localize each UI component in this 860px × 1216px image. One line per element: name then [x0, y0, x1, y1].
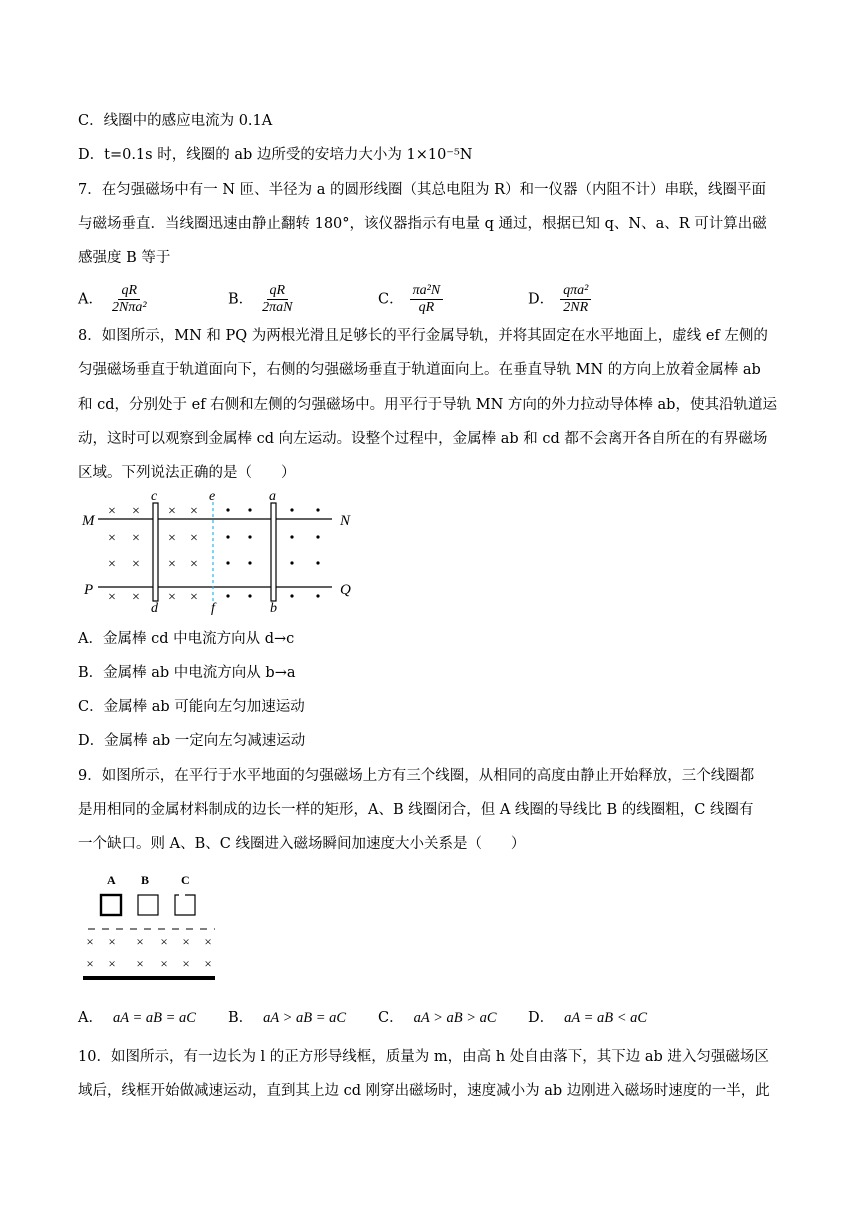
- q8-option-d: D．金属棒 ab 一定向左匀减速运动: [78, 733, 306, 749]
- q8-option-c: C．金属棒 ab 可能向左匀加速运动: [78, 699, 305, 715]
- cross-mark: ×: [132, 504, 140, 519]
- q9-option-b-math: aA > aB = aC: [263, 1010, 347, 1026]
- q7-text-line1: 7．在匀强磁场中有一 N 匝、半径为 a 的圆形线圈（其总电阻为 R）和一仪器（内阻不计）串联，线圈平面: [78, 182, 767, 198]
- dot-mark: [316, 508, 319, 511]
- coil-a-label: A: [107, 873, 116, 887]
- coil-a: [101, 895, 121, 915]
- cross-mark: ×: [182, 956, 190, 971]
- q7-option-b-label: B．: [228, 291, 254, 308]
- coil-c: [175, 895, 195, 915]
- dot-mark: [248, 535, 251, 538]
- dot-mark: [290, 535, 293, 538]
- dot-mark: [290, 594, 293, 597]
- dot-mark: [248, 561, 251, 564]
- label-p: P: [84, 582, 94, 598]
- q7-option-c: [378, 283, 443, 316]
- label-b: b: [270, 601, 277, 616]
- label-e: e: [209, 489, 216, 504]
- dot-mark: [226, 535, 229, 538]
- q7-option-a-numerator: qR: [118, 283, 140, 300]
- dot-mark: [226, 561, 229, 564]
- q9-option-a: [78, 1008, 196, 1028]
- dot-mark: [316, 561, 319, 564]
- cross-mark: ×: [86, 934, 94, 949]
- cross-mark: ×: [132, 557, 140, 572]
- q7-text-line3: 感强度 B 等于: [78, 250, 171, 266]
- cross-mark: ×: [108, 504, 116, 519]
- cross-mark: ×: [132, 531, 140, 546]
- q8-option-a: A．金属棒 cd 中电流方向从 d→c: [78, 631, 295, 647]
- q9-option-d-math: aA = aB < aC: [564, 1010, 648, 1026]
- q7-text-line2: 与磁场垂直．当线圈迅速由静止翻转 180°，该仪器指示有电量 q 通过，根据已知 q、N、a、R 可计算出磁: [78, 216, 767, 232]
- cross-mark: ×: [108, 934, 116, 949]
- coils-diagram: [80, 866, 220, 984]
- q7-option-a-label: A．: [78, 291, 103, 308]
- q7-option-a-fraction: [109, 283, 150, 316]
- q10-text-line1: 10．如图所示，有一边长为 l 的正方形导线框，质量为 m，由高 h 处自由落下，其下边 ab 进入匀强磁场区: [78, 1049, 769, 1065]
- q9-option-d: [528, 1008, 647, 1028]
- cross-mark: ×: [190, 504, 198, 519]
- dot-mark: [290, 508, 293, 511]
- q8-text-line4: 动，这时可以观察到金属棒 cd 向左运动。设整个过程中，金属棒 ab 和 cd 都不会离开各自所在的有界磁场: [78, 431, 768, 447]
- q9-option-b-label: B．: [228, 1010, 254, 1026]
- q7-option-d-label: D．: [528, 291, 555, 308]
- coil-b-label: B: [141, 873, 150, 887]
- cross-mark: ×: [204, 934, 212, 949]
- q7-option-b-numerator: qR: [267, 283, 289, 300]
- ground-line: [83, 976, 215, 980]
- rails-diagram: [78, 488, 368, 616]
- cross-mark: ×: [204, 956, 212, 971]
- dot-mark: [248, 508, 251, 511]
- label-a: a: [269, 489, 276, 504]
- field-crosses: [86, 934, 211, 971]
- cross-mark: ×: [86, 956, 94, 971]
- q8-text-line2: 匀强磁场垂直于轨道面向下，右侧的匀强磁场垂直于轨道面向上。在垂直导轨 MN 的方向上放着金属棒 ab: [78, 362, 761, 378]
- q8-text-line1: 8．如图所示，MN 和 PQ 为两根光滑且足够长的平行金属导轨，并将其固定在水平地面上，虚线 ef 左侧的: [78, 328, 768, 344]
- cross-mark: ×: [182, 934, 190, 949]
- dot-mark: [290, 561, 293, 564]
- dot-mark: [316, 535, 319, 538]
- q7-option-d-numerator: qπa²: [560, 283, 591, 300]
- cross-mark: ×: [136, 934, 144, 949]
- q9-option-a-label: A．: [78, 1010, 103, 1026]
- q7-option-c-label: C．: [378, 291, 404, 308]
- cross-mark: ×: [136, 956, 144, 971]
- q7-option-c-denominator: qR: [418, 300, 435, 315]
- q7-option-a: [78, 283, 150, 316]
- cross-mark: ×: [168, 557, 176, 572]
- q7-option-d-fraction: [560, 283, 591, 316]
- q7-option-d: [528, 283, 591, 316]
- q9-option-c-label: C．: [378, 1010, 404, 1026]
- coil-c-label: C: [181, 873, 190, 887]
- q9-option-b: [228, 1008, 346, 1028]
- bar-ab: [271, 503, 276, 601]
- q7-option-c-fraction: [410, 283, 444, 316]
- dot-mark: [226, 594, 229, 597]
- q7-option-a-denominator: 2Nπa²: [111, 300, 147, 315]
- q7-option-b: [228, 283, 296, 316]
- q7-option-d-denominator: 2NR: [563, 300, 589, 315]
- dot-mark: [248, 594, 251, 597]
- q9-text-line3: 一个缺口。则 A、B、C 线圈进入磁场瞬间加速度大小关系是（ ）: [78, 836, 526, 852]
- q9-text-line1: 9．如图所示，在平行于水平地面的匀强磁场上方有三个线圈，从相同的高度由静止开始释放，三个线圈都: [78, 768, 755, 784]
- cross-mark: ×: [108, 531, 116, 546]
- bar-cd: [153, 503, 158, 601]
- q8-option-b: B．金属棒 ab 中电流方向从 b→a: [78, 665, 296, 681]
- q6-option-d: D．t=0.1s 时，线圈的 ab 边所受的安培力大小为 1×10⁻⁵N: [78, 147, 473, 163]
- label-m: M: [82, 513, 95, 529]
- q8-text-line3: 和 cd，分别处于 ef 右侧和左侧的匀强磁场中。用平行于导轨 MN 方向的外力拉动导体棒 ab，使其沿轨道运: [78, 397, 777, 413]
- label-n: N: [340, 513, 351, 529]
- dot-mark: [226, 508, 229, 511]
- cross-mark: ×: [190, 531, 198, 546]
- cross-mark: ×: [168, 590, 176, 605]
- label-d: d: [151, 601, 158, 616]
- q7-option-c-numerator: πa²N: [410, 283, 444, 300]
- cross-mark: ×: [108, 956, 116, 971]
- cross-mark: ×: [160, 934, 168, 949]
- q9-text-line2: 是用相同的金属材料制成的边长一样的矩形，A、B 线圈闭合，但 A 线圈的导线比 B 的线圈粗，C 线圈有: [78, 802, 754, 818]
- q10-text-line2: 域后，线框开始做减速运动，直到其上边 cd 刚穿出磁场时，速度减小为 ab 边刚进入磁场时速度的一半，此: [78, 1083, 770, 1099]
- label-c: c: [151, 489, 158, 504]
- cross-mark: ×: [190, 557, 198, 572]
- q9-option-c: [378, 1008, 497, 1028]
- dot-mark: [316, 594, 319, 597]
- cross-mark: ×: [168, 531, 176, 546]
- label-q: Q: [340, 582, 351, 598]
- cross-mark: ×: [108, 557, 116, 572]
- q7-option-b-fraction: [259, 283, 295, 316]
- cross-mark: ×: [160, 956, 168, 971]
- cross-mark: ×: [168, 504, 176, 519]
- label-f: f: [211, 601, 215, 616]
- q6-option-c: C．线圈中的感应电流为 0.1A: [78, 113, 273, 129]
- cross-mark: ×: [132, 590, 140, 605]
- q9-option-a-math: aA = aB = aC: [112, 1010, 196, 1026]
- q7-option-b-denominator: 2πaN: [262, 300, 293, 315]
- q9-option-d-label: D．: [528, 1010, 555, 1026]
- q8-text-line5: 区域。下列说法正确的是（ ）: [78, 465, 296, 481]
- cross-mark: ×: [108, 590, 116, 605]
- cross-mark: ×: [190, 590, 198, 605]
- q9-option-c-math: aA > aB > aC: [413, 1010, 497, 1026]
- coil-b: [138, 895, 158, 915]
